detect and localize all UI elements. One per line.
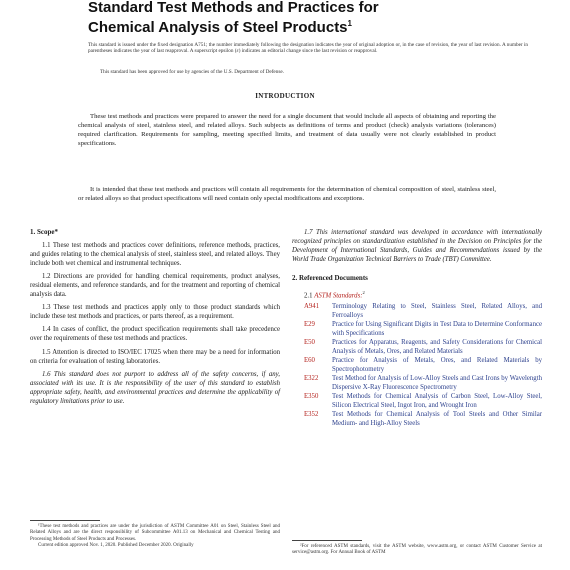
- reference-code[interactable]: E50: [304, 338, 315, 346]
- scope-1-6: 1.6 This standard does not purport to address all of the safety concerns, if any, associated with its use. It is the responsibility of the user of this standard to establish appropriate safety, health, and environmental practices and determine the applicability of regulatory limitations prior to use.: [30, 370, 280, 405]
- reference-item[interactable]: [292, 302, 542, 320]
- footnote-left: [30, 524, 280, 549]
- astm-footnote-marker: 2: [362, 290, 365, 296]
- reference-code[interactable]: E60: [304, 356, 315, 364]
- scope-1-2: 1.2 Directions are provided for handling chemical requirements, product analyses, residual elements, and reference standards, and for the treatment and reporting of chemical analysis data.: [30, 273, 280, 299]
- footnote-rule-left: [30, 520, 100, 521]
- reference-code[interactable]: E322: [304, 374, 319, 382]
- reference-item[interactable]: [292, 374, 542, 392]
- reference-item[interactable]: [292, 392, 542, 410]
- footnote-right: [292, 544, 542, 557]
- left-column: [30, 228, 280, 406]
- right-column: [292, 228, 542, 428]
- reference-code[interactable]: E29: [304, 320, 315, 328]
- footnote-rule-right: [292, 540, 362, 541]
- subheading-number: 2.1: [304, 292, 315, 300]
- astm-standards-link[interactable]: ASTM Standards:: [314, 292, 363, 300]
- reference-list: [292, 302, 542, 429]
- footnote-left-1: ¹These test methods and practices are under the jurisdiction of ASTM Committee A01 on Steel, Stainless Steel and Related Alloys and are the direct responsibility of Subcommittee A01.13 on Mechanical and Chemical Testing and Processing Methods of Steel Products and Processes.: [30, 524, 280, 542]
- title-line-2: [88, 16, 528, 36]
- title-line-2-text: Chemical Analysis of Steel Products: [88, 19, 348, 36]
- footnote-left-2: Current edition approved Nov. 1, 2020. Published December 2020. Originally: [38, 542, 194, 548]
- scope-heading: 1. Scope*: [30, 228, 58, 236]
- title-footnote-marker: 1: [347, 19, 352, 28]
- title-line-1: Standard Test Methods and Practices for: [88, 0, 379, 16]
- reference-title[interactable]: Test Methods for Chemical Analysis of Tool Steels and Other Similar Medium- and High-Alloy Steels: [332, 411, 542, 428]
- reference-title[interactable]: Terminology Relating to Steel, Stainless Steel, Related Alloys, and Ferroalloys: [332, 302, 542, 319]
- reference-title[interactable]: Practices for Apparatus, Reagents, and Safety Considerations for Chemical Analysis of Metals, Ores, and Related Materials: [332, 338, 542, 355]
- introduction-paragraph-2: It is intended that these test methods and practices will contain all requirements for the determination of chemical composition of steel, stainless steel, or related alloys so that product specifications will need contain only special modifications and exceptions.: [78, 186, 496, 203]
- reference-code[interactable]: A941: [304, 302, 320, 310]
- reference-code[interactable]: E352: [304, 411, 319, 419]
- designation-note: This standard is issued under the fixed designation A751; the number immediately following the designation indicates the year of original adoption or, in the case of revision, the year of last revision. A number in parentheses indicates the year of last reapproval. A superscript epsilon (ε) indicates an editorial change since the last revision or reapproval.: [88, 42, 528, 55]
- reference-title[interactable]: Test Method for Analysis of Low-Alloy Steels and Cast Irons by Wavelength Dispersive X-Ray Fluorescence Spectrometry: [332, 374, 542, 391]
- referenced-documents-heading: 2. Referenced Documents: [292, 274, 368, 283]
- reference-item[interactable]: [292, 338, 542, 356]
- reference-item[interactable]: [292, 356, 542, 374]
- reference-title[interactable]: Test Methods for Chemical Analysis of Carbon Steel, Low-Alloy Steel, Silicon Electrical Steel, Ingot Iron, and Wrought Iron: [332, 393, 542, 410]
- dod-note: This standard has been approved for use by agencies of the U.S. Department of Defense.: [100, 69, 284, 75]
- reference-item[interactable]: [292, 320, 542, 338]
- scope-1-5: 1.5 Attention is directed to ISO/IEC 17025 when there may be a need for information on criteria for evaluation of testing laboratories.: [30, 348, 280, 365]
- scope-1-7: 1.7 This international standard was developed in accordance with internationally recognized principles on standardization established in the Decision on Principles for the Development of International Standards, Guides and Recommendations issued by the World Trade Organization Technical Barriers to Trade (TBT) Committee.: [292, 229, 542, 264]
- document-title: [88, 0, 528, 36]
- footnote-right-1: ²For referenced ASTM standards, visit the ASTM website, www.astm.org, or contact ASTM Customer Service at service@astm.org. For Annual Book of ASTM: [292, 544, 542, 556]
- astm-standards-subheading: [292, 288, 542, 300]
- introduction-paragraph-1: These test methods and practices were prepared to answer the need for a single document that would include all aspects of obtaining and reporting the chemical analysis of steel, stainless steel, and related alloys. Such subjects as definitions of terms and product (check) analysis variations (tolerances) required clarification. Requirements for sampling, meeting specified limits, and treatment of data usually were not clearly established in product specifications.: [78, 113, 496, 148]
- reference-title[interactable]: Practice for Using Significant Digits in Test Data to Determine Conformance with Specifications: [332, 320, 542, 337]
- reference-item[interactable]: [292, 410, 542, 428]
- reference-code[interactable]: E350: [304, 393, 319, 401]
- scope-1-3: 1.3 These test methods and practices apply only to those product standards which include these test methods and practices, or parts thereof, as a requirement.: [30, 304, 280, 321]
- scope-1-1: 1.1 These test methods and practices cover definitions, reference methods, practices, and guides relating to the chemical analysis of steel, stainless steel, and related alloys. They include both wet chemical and instrumental techniques.: [30, 242, 280, 268]
- introduction-heading: INTRODUCTION: [255, 92, 315, 100]
- reference-title[interactable]: Practice for Analysis of Metals, Ores, and Related Materials by Spectrophotometry: [332, 356, 542, 373]
- scope-1-4: 1.4 In cases of conflict, the product specification requirements shall take precedence over the requirements of these test methods and practices.: [30, 326, 280, 343]
